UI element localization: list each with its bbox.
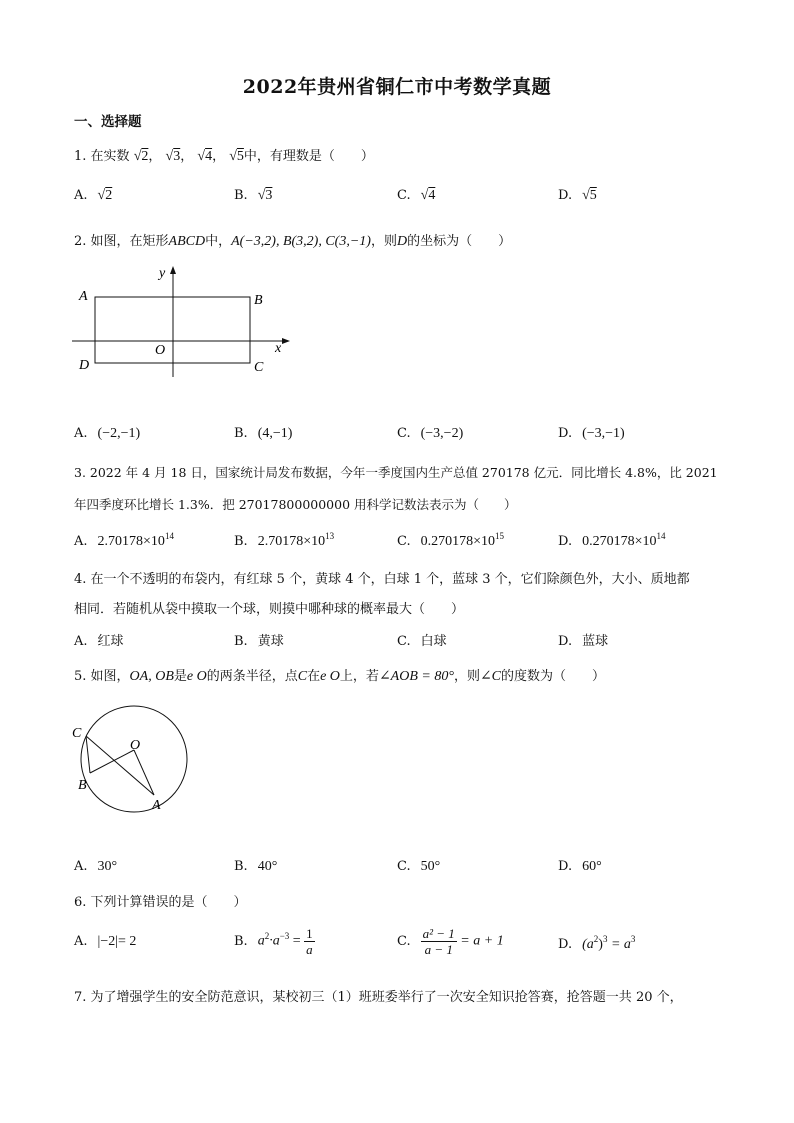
option-label: D.	[558, 859, 573, 874]
sqrt-4: √4	[197, 149, 213, 164]
q2-rect-name: ABCD	[168, 234, 206, 249]
q2-d-var: D	[396, 234, 408, 249]
option-value: 4	[428, 188, 436, 203]
option-base: 0.270178×10	[420, 534, 496, 549]
q2-option-c[interactable]	[397, 426, 463, 442]
option-value: 黄球	[257, 634, 284, 649]
option-value: |−2|= 2	[97, 934, 137, 949]
option-label: A.	[74, 934, 88, 949]
origin-label: O	[155, 343, 166, 358]
segment-ca	[86, 736, 154, 795]
option-exponent: 2	[593, 934, 599, 944]
option-exponent: 14	[656, 531, 666, 541]
q2-rectangle-figure	[68, 262, 298, 387]
q5-prefix: 5. 如图，	[74, 669, 130, 684]
option-base: a	[257, 933, 265, 949]
sqrt-2: √2	[133, 149, 149, 164]
point-label-b: B	[254, 293, 263, 308]
q5-is: 是	[173, 669, 187, 684]
option-label: C.	[397, 534, 411, 549]
point-label-a: A	[152, 798, 161, 813]
question-7: 7. 为了增强学生的安全防范意识，某校初三（1）班班委举行了一次安全知识抢答赛，抢答题一共 20 个，	[74, 990, 683, 1005]
option-label: B.	[234, 634, 248, 649]
q3-option-b[interactable]	[234, 531, 334, 550]
option-value: 60°	[582, 859, 602, 874]
point-label-d: D	[79, 358, 90, 373]
option-value: (−2,−1)	[97, 426, 141, 441]
option-value: 蓝球	[582, 634, 609, 649]
option-label: B.	[234, 534, 248, 549]
q5-c-var: C	[297, 669, 308, 684]
question-3-line-1: 3. 2022 年 4 月 18 日，国家统计局发布数据，今年一季度国内生产总值 270178 亿元．同比增长 4.8%，比 2021	[74, 465, 718, 480]
option-label: C.	[397, 426, 411, 441]
point-label-c: C	[72, 726, 82, 741]
q5-circle-symbol: e O	[320, 669, 340, 684]
option-label: A.	[74, 859, 88, 874]
option-paren: )	[598, 937, 603, 952]
q1-sep: ，	[148, 149, 162, 164]
question-5	[74, 665, 605, 685]
y-axis-arrow-icon	[170, 266, 176, 274]
x-axis-arrow-icon	[282, 338, 290, 344]
page-title: 2022年贵州省铜仁市中考数学真题	[242, 76, 552, 98]
option-base: 2.70178×10	[97, 534, 165, 549]
option-label: C.	[397, 634, 411, 649]
q1-option-a[interactable]: A. √2	[74, 188, 113, 203]
option-exponent: 13	[325, 531, 335, 541]
question-2	[74, 230, 511, 250]
option-label: B.	[234, 188, 248, 203]
q2-suffix: 的坐标为（ ）	[407, 234, 512, 249]
option-label: A.	[74, 534, 88, 549]
q2-then: ，则	[370, 234, 397, 249]
q3-option-d[interactable]	[558, 531, 666, 550]
option-value: (−3,−1)	[582, 426, 625, 441]
question-1	[74, 145, 374, 165]
option-value: 红球	[97, 634, 124, 649]
fraction-denominator: a	[306, 942, 313, 957]
q4-option-a[interactable]	[74, 630, 124, 649]
option-exponent: −3	[279, 931, 290, 941]
q5-circle-figure	[68, 695, 193, 840]
option-operator: ·a	[269, 933, 280, 949]
q2-coords: A(−3,2), B(3,2), C(3,−1)	[231, 234, 371, 249]
sqrt-5: √5	[229, 149, 244, 164]
option-label: A.	[74, 188, 88, 203]
q4-option-d[interactable]	[558, 630, 608, 649]
option-result: = a	[607, 937, 631, 952]
option-result: = a + 1	[456, 933, 504, 949]
point-label-c: C	[254, 360, 264, 375]
option-label: C.	[397, 188, 411, 203]
option-label: D.	[558, 188, 573, 203]
q5-option-d[interactable]	[558, 859, 602, 875]
q5-mid: 的两条半径，点	[206, 669, 298, 684]
option-value: 50°	[420, 859, 441, 874]
section-heading: 一、选择题	[74, 114, 142, 130]
q5-circle-symbol: e O	[186, 669, 207, 684]
circle-o	[81, 706, 187, 812]
option-label: D.	[558, 426, 573, 441]
fraction	[304, 926, 315, 957]
q5-condition: ∠AOB = 80°	[378, 669, 454, 684]
fraction-numerator: a² − 1	[422, 926, 455, 941]
option-base: 0.270178×10	[582, 534, 657, 549]
question-4-line-1: 4. 在一个不透明的布袋内，有红球 5 个，黄球 4 个，白球 1 个，蓝球 3 个，它们除颜色外，大小、质地都	[74, 572, 690, 587]
option-value: 30°	[97, 859, 118, 874]
y-axis-label: y	[159, 266, 166, 281]
q4-option-c[interactable]	[397, 630, 447, 649]
option-exponent: 15	[495, 531, 505, 541]
option-base: 2.70178×10	[257, 534, 326, 549]
q5-then: ，则	[453, 669, 480, 684]
q5-suffix: 的度数为（ ）	[501, 669, 606, 684]
q1-sep: ，	[180, 149, 194, 164]
q2-option-b[interactable]	[234, 426, 292, 442]
point-label-o: O	[130, 738, 141, 753]
option-value: (4,−1)	[257, 426, 293, 441]
q1-suffix: 中，有理数是（ ）	[243, 149, 374, 164]
q6-option-d[interactable]	[558, 934, 635, 953]
question-6: 6. 下列计算错误的是（ ）	[74, 895, 247, 910]
question-4-line-2: 相同．若随机从袋中摸取一个球，则摸中哪种球的概率最大（ ）	[74, 602, 465, 617]
q4-option-b[interactable]	[234, 630, 284, 649]
q5-radii: OA, OB	[129, 669, 174, 684]
option-label: D.	[558, 634, 573, 649]
q1-prefix: 1. 在实数	[74, 149, 130, 164]
option-label: B.	[234, 426, 248, 441]
option-label: A.	[74, 634, 88, 649]
q2-option-a[interactable]	[74, 426, 140, 442]
option-label: B.	[234, 859, 248, 874]
q6-option-c[interactable]	[397, 926, 504, 957]
radius-oa	[134, 750, 154, 795]
fraction-numerator: 1	[306, 926, 313, 941]
q3-option-c[interactable]	[397, 531, 504, 550]
q2-prefix: 2. 如图，在矩形	[74, 234, 169, 249]
question-3-line-2: 年四季度环比增长 1.3%．把 27017800000000 用科学记数法表示为（ ）	[74, 497, 517, 512]
q5-option-a[interactable]	[74, 859, 117, 875]
point-label-b: B	[78, 778, 87, 793]
q6-option-a[interactable]	[74, 934, 136, 950]
option-exponent: 3	[602, 934, 608, 944]
option-value: 2	[105, 188, 113, 203]
x-axis-label: x	[275, 341, 282, 356]
fraction-denominator: a − 1	[424, 942, 453, 957]
option-base: (a	[582, 937, 594, 952]
fraction	[421, 926, 457, 957]
option-label: D.	[558, 937, 573, 952]
option-label: D.	[558, 534, 573, 549]
q1-option-c[interactable]: C. √4	[397, 188, 436, 203]
option-value: 40°	[257, 859, 278, 874]
option-value: 3	[265, 188, 273, 203]
option-value: 5	[589, 188, 597, 203]
option-value: (−3,−2)	[420, 426, 464, 441]
option-label: B.	[234, 934, 248, 949]
q2-option-d[interactable]	[558, 426, 625, 442]
q6-option-b[interactable]	[234, 926, 315, 957]
q1-option-d[interactable]: D. √5	[558, 188, 597, 203]
q1-option-b[interactable]: B. √3	[234, 188, 273, 203]
option-label: A.	[74, 426, 88, 441]
q2-mid: 中，	[205, 234, 232, 249]
option-label: C.	[397, 859, 411, 874]
q5-option-b[interactable]	[234, 859, 277, 875]
option-value: 白球	[420, 634, 447, 649]
point-label-a: A	[79, 289, 88, 304]
q5-angle-c: ∠C	[479, 669, 502, 684]
radius-ob	[90, 750, 134, 773]
q5-on: 在	[307, 669, 321, 684]
q5-cond-pre: 上，若	[339, 669, 379, 684]
option-equals: =	[289, 933, 305, 949]
q1-sep: ，	[212, 149, 226, 164]
segment-cb	[86, 736, 90, 773]
q5-option-c[interactable]	[397, 859, 440, 875]
option-exponent: 2	[264, 931, 270, 941]
option-label: C.	[397, 934, 411, 949]
option-exponent: 14	[164, 531, 174, 541]
option-exponent: 3	[630, 934, 636, 944]
sqrt-3: √3	[165, 149, 181, 164]
q3-option-a[interactable]	[74, 531, 174, 550]
